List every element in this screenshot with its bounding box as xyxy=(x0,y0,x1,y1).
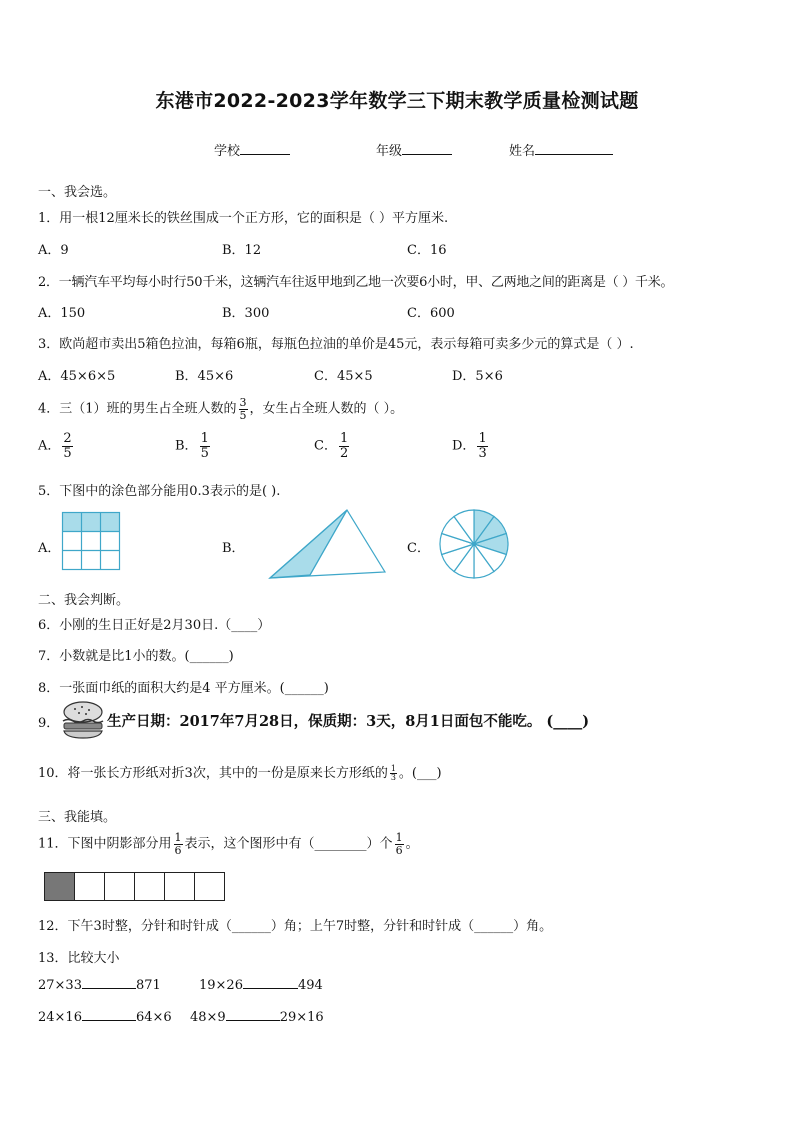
q10-den: 3 xyxy=(390,773,396,782)
q13-row1-item2 xyxy=(199,978,323,993)
school-field[interactable] xyxy=(214,140,290,159)
q13-r1-i1-blank[interactable] xyxy=(82,988,136,989)
q3-option-c[interactable]: C．45×5 xyxy=(314,369,373,384)
q11-text xyxy=(38,832,419,856)
q1-option-b[interactable]: B．12 xyxy=(222,243,262,258)
q10-text xyxy=(38,762,442,782)
grade-field[interactable] xyxy=(376,140,452,159)
q4-option-d-label: D． xyxy=(452,438,476,454)
q11-fraction-1 xyxy=(174,832,183,856)
q10-text-before: 10．将一张长方形纸对折3次，其中的一份是原来长方形纸的 xyxy=(38,766,388,781)
q5-figure-a-grid xyxy=(62,512,120,570)
q13-r1-i1-left: 27×33 xyxy=(38,978,82,993)
q13-row2-item2 xyxy=(190,1010,324,1025)
q4-text-before: 4．三（1）班的男生占全班人数的 xyxy=(38,401,237,417)
q13-r1-i2-left: 19×26 xyxy=(199,978,243,993)
q13-r1-i2-blank[interactable] xyxy=(243,988,298,989)
q4-text-after: ，女生占全班人数的（ ）。 xyxy=(249,401,404,417)
q4-b-num: 1 xyxy=(200,431,209,446)
q13-r1-i1-right: 871 xyxy=(135,978,161,993)
q11-fraction-2 xyxy=(395,832,404,856)
q4-option-a-label: A． xyxy=(38,438,61,454)
q11-text-before: 11．下图中阴影部分用 xyxy=(38,836,172,852)
q13-r2-i1-left: 24×16 xyxy=(38,1010,82,1025)
q5-text: 5．下图中的涂色部分能用0.3表示的是( ). xyxy=(38,484,281,499)
q5-option-c[interactable]: C． xyxy=(407,541,430,556)
q2-option-a[interactable]: A．150 xyxy=(38,306,86,321)
page-title: 东港市2022-2023学年数学三下期末教学质量检测试题 xyxy=(155,90,639,112)
q2-text: 2．一辆汽车平均每小时行50千米，这辆汽车往返甲地到乙地一次要6小时，甲、乙两地之间的距离是（ ）千米。 xyxy=(38,275,674,290)
q5-option-a[interactable]: A． xyxy=(38,541,61,556)
q4-option-b-label: B． xyxy=(175,438,198,454)
q13-r2-i1-blank[interactable] xyxy=(82,1020,136,1021)
q5-option-b[interactable]: B． xyxy=(222,541,245,556)
q4-option-b[interactable] xyxy=(175,432,212,460)
q4-d-num: 1 xyxy=(478,431,487,446)
section2-heading: 二、我会判断。 xyxy=(38,593,130,608)
q3-option-a[interactable]: A．45×6×5 xyxy=(38,369,116,384)
q1-text: 1．用一根12厘米长的铁丝围成一个正方形，它的面积是（ ）平方厘米. xyxy=(38,211,449,226)
q1-option-c[interactable]: C．16 xyxy=(407,243,447,258)
school-blank[interactable] xyxy=(240,154,290,155)
q2-option-c[interactable]: C．600 xyxy=(407,306,455,321)
section3-heading: 三、我能填。 xyxy=(38,810,117,825)
q4-b-den: 5 xyxy=(200,445,209,461)
q4-option-d[interactable] xyxy=(452,432,490,460)
q13-r1-i2-right: 494 xyxy=(297,978,323,993)
q8-text: 8．一张面巾纸的面积大约是4 平方厘米。(______) xyxy=(38,681,329,696)
q13-r2-i1-right: 64×6 xyxy=(135,1010,172,1025)
q3-text: 3．欧尚超市卖出5箱色拉油，每箱6瓶，每瓶色拉油的单价是45元，表示每箱可卖多少元的算式是（ ）. xyxy=(38,337,634,352)
q4-option-a-fraction xyxy=(62,432,72,460)
name-label: 姓名 xyxy=(509,144,536,159)
q11-text-mid: 表示，这个图形中有（________）个 xyxy=(184,836,393,852)
q3-option-d[interactable]: D．5×6 xyxy=(452,369,503,384)
strip-shaded-cell xyxy=(45,873,75,901)
q4-fraction xyxy=(239,397,248,421)
q4-option-d-fraction xyxy=(477,432,487,460)
q4-option-a[interactable] xyxy=(38,432,75,460)
q9-text: 生产日期：2017年7月28日，保质期：3天，8月1日面包不能吃。 (____) xyxy=(107,713,590,730)
q11-num: 1 xyxy=(174,831,182,844)
q4-text xyxy=(38,397,403,421)
q13-r2-i2-left: 48×9 xyxy=(190,1010,226,1025)
q4-frac-den: 5 xyxy=(239,408,247,422)
q2-option-b[interactable]: B．300 xyxy=(222,306,270,321)
q12-text: 12．下午3时整，分针和时针成（______）角；上午7时整，分针和时针成（______）角。 xyxy=(38,919,553,934)
q11-den2: 6 xyxy=(395,843,403,857)
name-field[interactable] xyxy=(509,140,613,159)
q13-row2-item1 xyxy=(38,1010,172,1025)
q7-text: 7．小数就是比1小的数。(______) xyxy=(38,649,234,664)
q1-option-a[interactable]: A．9 xyxy=(38,243,69,258)
q10-text-after: 。(___) xyxy=(398,766,442,781)
q4-d-den: 3 xyxy=(478,445,487,461)
name-blank[interactable] xyxy=(535,154,613,155)
grid-shaded-row xyxy=(63,513,120,532)
q11-den: 6 xyxy=(174,843,182,857)
q11-text-after: 。 xyxy=(405,836,419,852)
q5-figure-b-triangle xyxy=(268,508,388,580)
q3-option-b[interactable]: B．45×6 xyxy=(175,369,234,384)
q11-num2: 1 xyxy=(395,831,403,844)
q10-fraction xyxy=(390,765,397,783)
q4-frac-num: 3 xyxy=(239,396,247,409)
q4-c-den: 2 xyxy=(339,445,349,461)
q4-a-num: 2 xyxy=(63,431,72,446)
q4-option-c[interactable] xyxy=(314,432,351,460)
school-label: 学校 xyxy=(214,144,241,159)
grade-label: 年级 xyxy=(376,144,403,159)
bread-icon xyxy=(60,700,106,740)
q6-text: 6．小刚的生日正好是2月30日.（____） xyxy=(38,618,271,633)
q4-option-c-fraction xyxy=(339,432,349,460)
q5-figure-c-circle xyxy=(438,508,510,580)
grade-blank[interactable] xyxy=(402,154,452,155)
q4-a-den: 5 xyxy=(63,445,72,461)
q13-r2-i2-right: 29×16 xyxy=(279,1010,324,1025)
q4-c-num: 1 xyxy=(339,431,349,446)
q4-option-c-label: C． xyxy=(314,438,337,454)
q10-num: 1 xyxy=(390,763,396,773)
q11-strip-figure xyxy=(44,872,226,902)
q9-number: 9． xyxy=(38,716,60,731)
q13-row1-item1 xyxy=(38,978,161,993)
q4-option-b-fraction xyxy=(200,432,210,460)
section1-heading: 一、我会选。 xyxy=(38,185,117,200)
q13-heading: 13．比较大小 xyxy=(38,951,120,966)
q13-r2-i2-blank[interactable] xyxy=(226,1020,280,1021)
